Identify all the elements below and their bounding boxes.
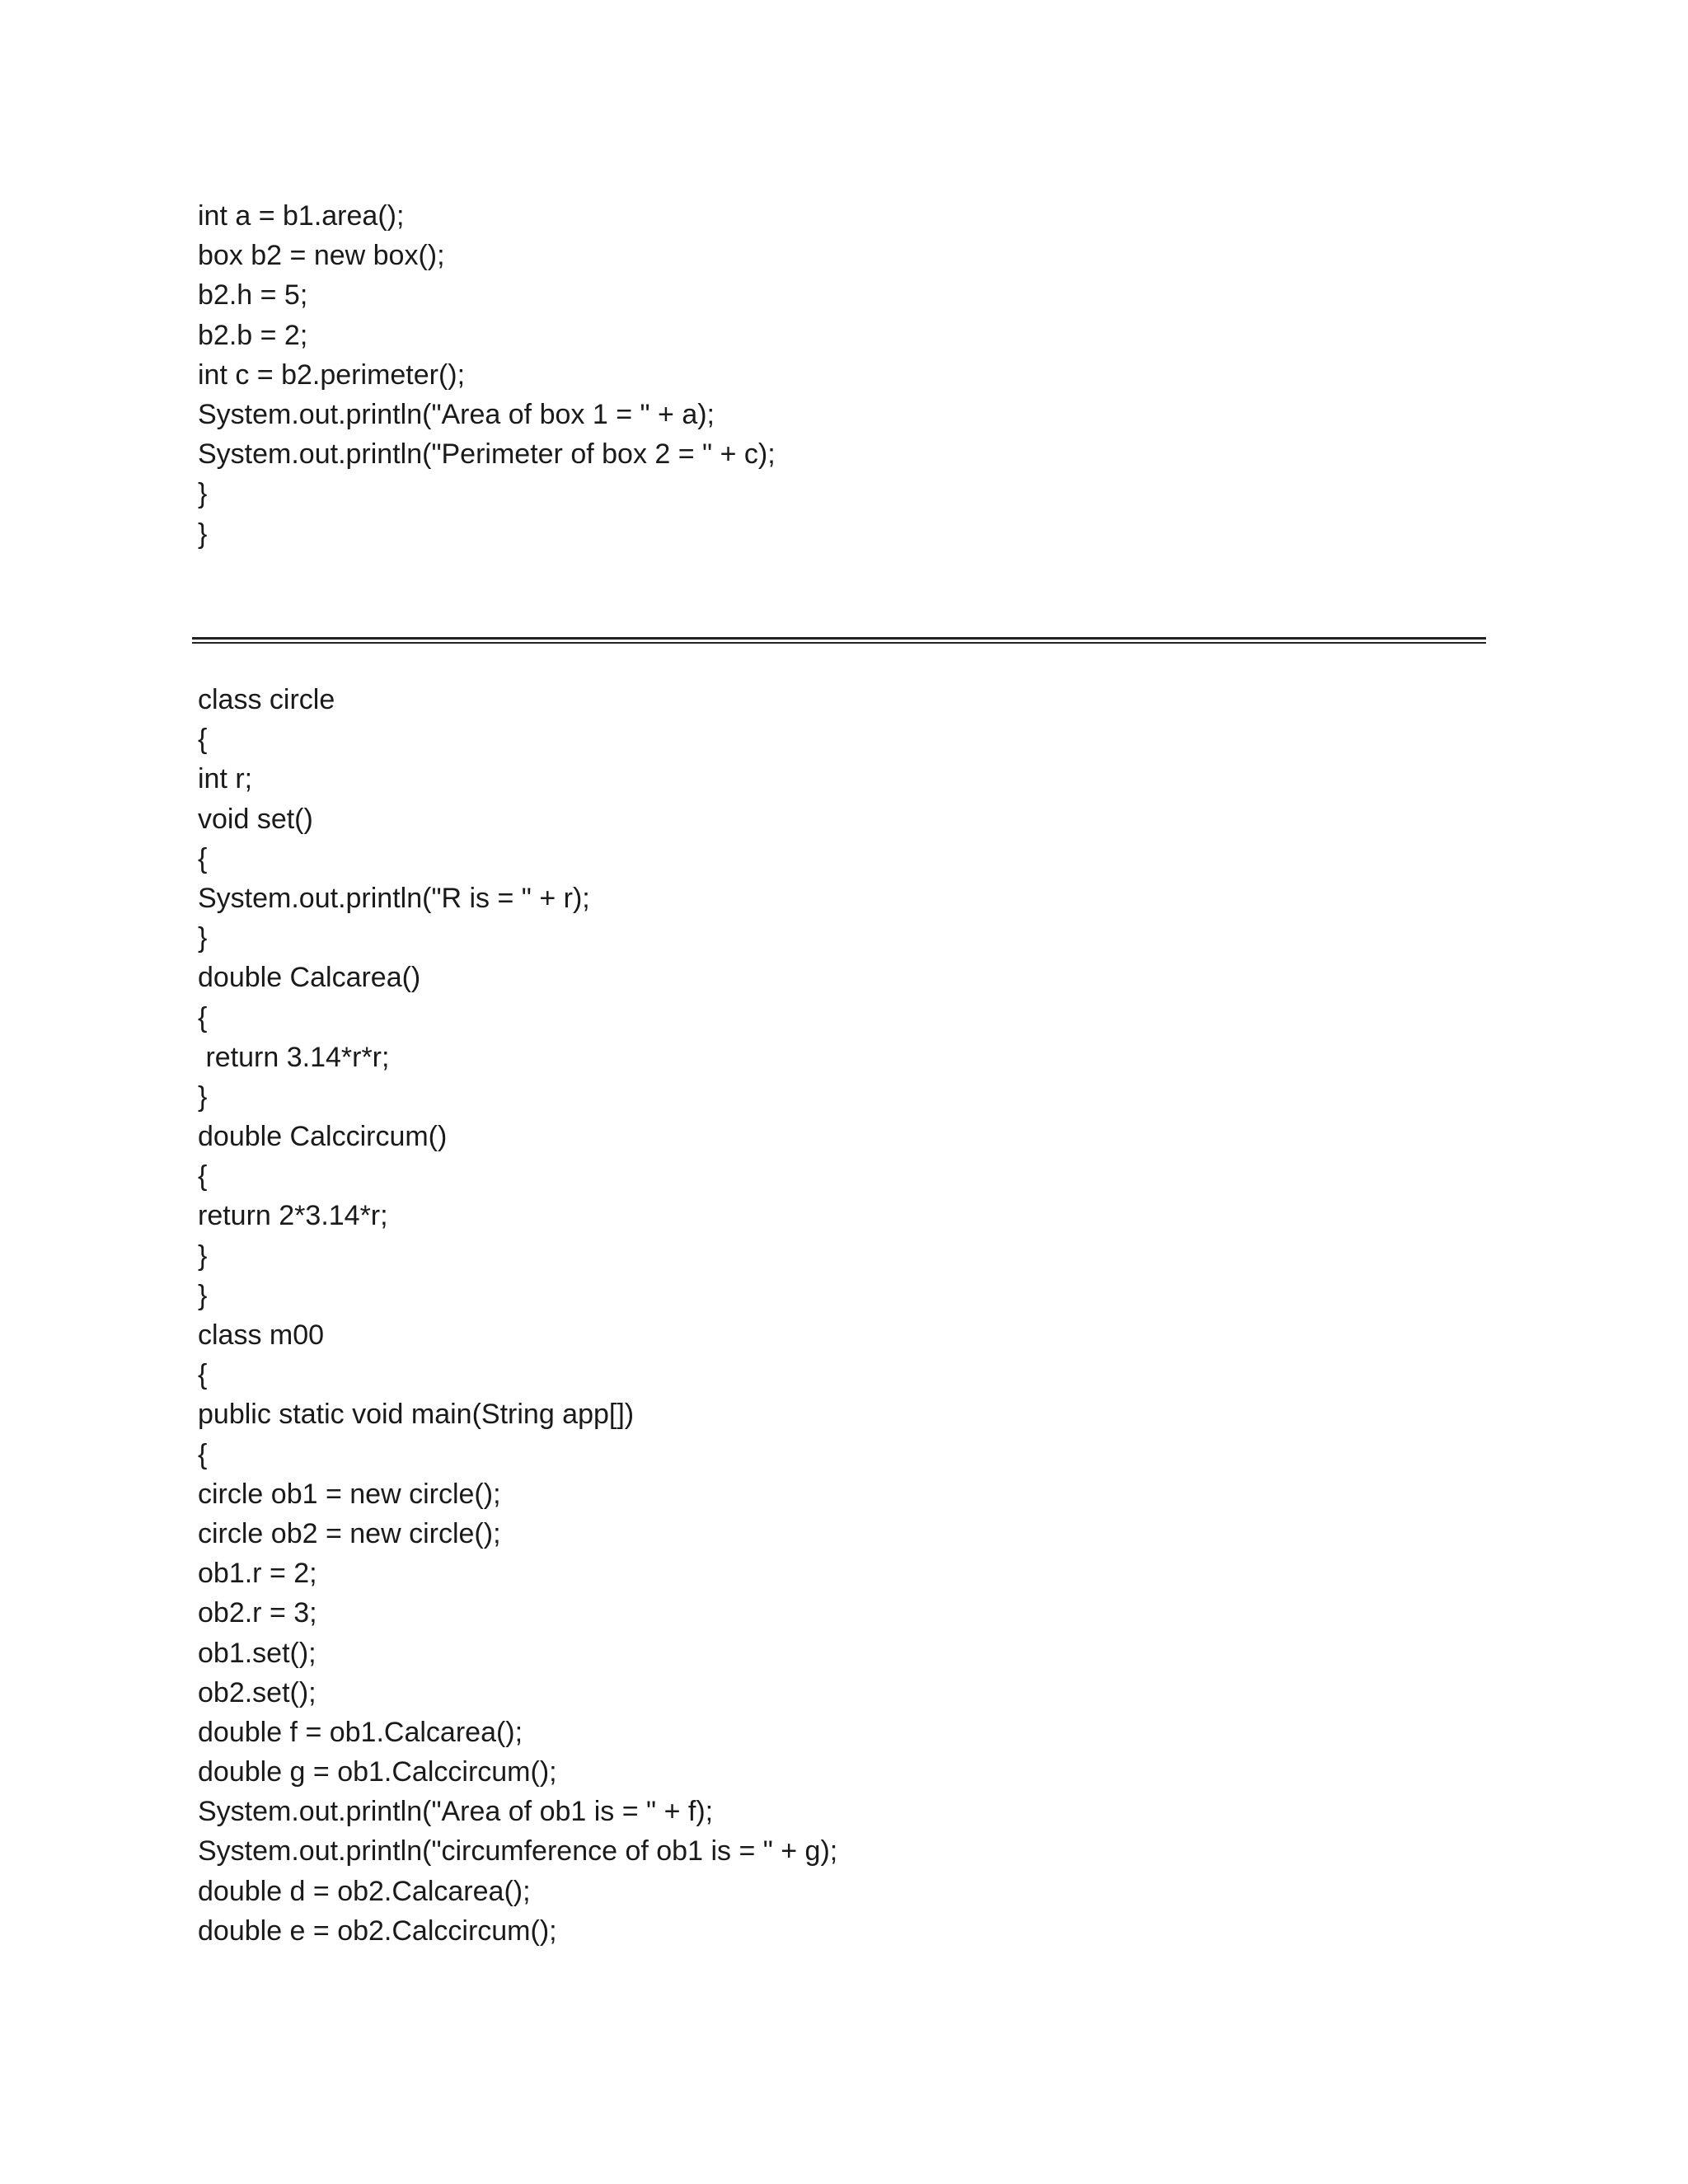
code-line: { — [198, 1438, 208, 1470]
code-line: ob1.r = 2; — [198, 1558, 317, 1590]
code-line: System.out.println("R is = " + r); — [198, 882, 590, 914]
code-line: b2.h = 5; — [198, 279, 308, 312]
code-line: return 3.14*r*r; — [198, 1041, 390, 1073]
code-line: double Calcarea() — [198, 962, 421, 994]
divider-rule-bottom — [192, 642, 1486, 644]
divider-rule-top — [192, 637, 1486, 640]
code-line: System.out.println("circumference of ob1 is = " + g); — [198, 1835, 838, 1868]
code-line: ob1.set(); — [198, 1637, 316, 1669]
code-line: ob2.r = 3; — [198, 1597, 317, 1629]
code-line: System.out.println("Area of ob1 is = " + f); — [198, 1796, 714, 1828]
code-line: double g = ob1.Calccircum(); — [198, 1756, 557, 1788]
code-line: double Calccircum() — [198, 1121, 448, 1153]
code-line: double e = ob2.Calccircum(); — [198, 1915, 557, 1947]
code-line: { — [198, 842, 208, 874]
code-line: public static void main(String app[]) — [198, 1399, 635, 1431]
code-line: box b2 = new box(); — [198, 240, 445, 272]
code-line: circle ob1 = new circle(); — [198, 1478, 501, 1510]
code-line: class m00 — [198, 1319, 325, 1351]
code-line: int r; — [198, 763, 253, 795]
double-rule-divider — [192, 637, 1486, 644]
code-line: { — [198, 1160, 208, 1193]
code-line: double d = ob2.Calcarea(); — [198, 1875, 531, 1907]
code-line: void set() — [198, 803, 313, 835]
code-line: } — [198, 1080, 208, 1113]
code-line: System.out.println("Perimeter of box 2 = " + c); — [198, 438, 776, 471]
code-line: int c = b2.perimeter(); — [198, 359, 466, 391]
code-line: { — [198, 1359, 208, 1391]
code-line: double f = ob1.Calcarea(); — [198, 1716, 523, 1748]
code-line: int a = b1.area(); — [198, 200, 405, 232]
code-line: } — [198, 518, 208, 550]
code-line: b2.b = 2; — [198, 319, 308, 351]
code-line: circle ob2 = new circle(); — [198, 1517, 501, 1549]
code-line: class circle — [198, 684, 335, 715]
code-line: ob2.set(); — [198, 1676, 316, 1708]
code-line: } — [198, 1240, 208, 1272]
code-line: } — [198, 922, 208, 954]
code-block-bottom — [198, 680, 837, 1951]
code-line: } — [198, 478, 208, 510]
code-line: { — [198, 724, 208, 756]
code-block-top — [198, 196, 776, 554]
code-line: return 2*3.14*r; — [198, 1200, 388, 1232]
code-line: { — [198, 1001, 208, 1033]
code-line: System.out.println("Area of box 1 = " + a); — [198, 398, 715, 430]
code-line: } — [198, 1279, 208, 1311]
